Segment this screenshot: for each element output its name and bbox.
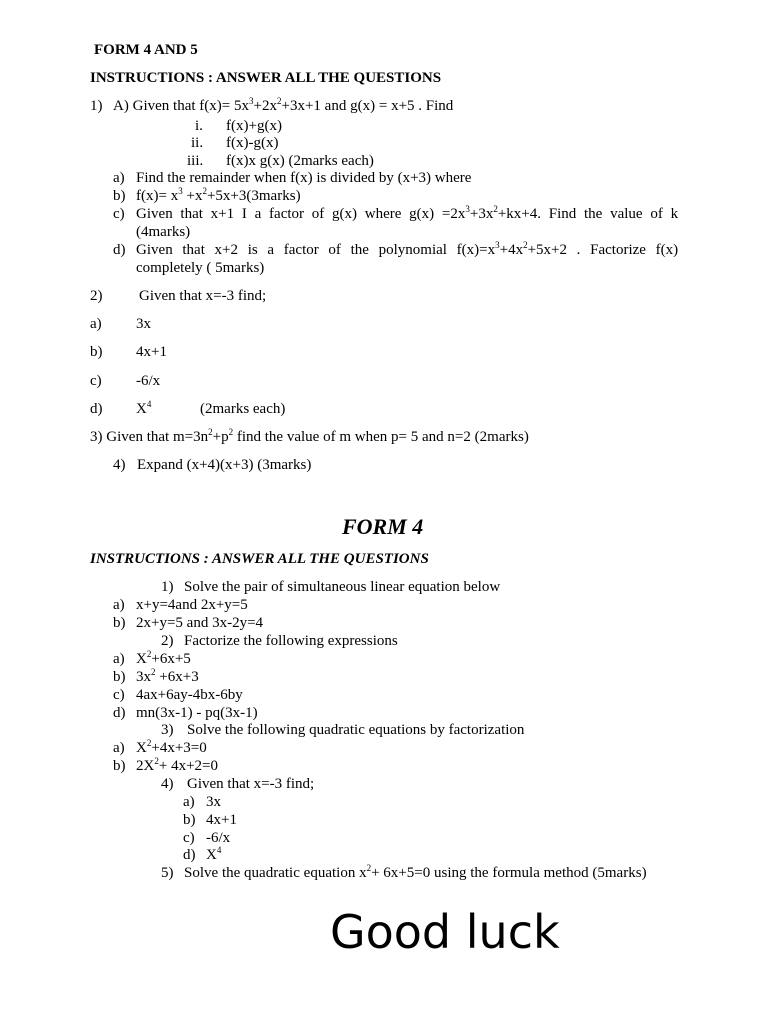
s1-number: 1) [161,579,174,595]
s3-text: Solve the following quadratic equations by factorization [187,722,525,738]
s4-text: Given that x=-3 find; [187,776,315,792]
q1d-marks: completely ( 5marks) [136,260,265,276]
q2a-text: 3x [136,316,151,332]
q2b-text: 4x+1 [136,344,167,360]
q1d-label: d) [113,242,126,258]
q1c-label: c) [113,206,125,222]
section-instructions: INSTRUCTIONS : ANSWER ALL THE QUESTIONS [90,551,429,567]
roman-iii: iii. [187,153,204,169]
q4-number: 4) [113,457,126,473]
s1b-label: b) [113,615,126,631]
q3-text: 3) Given that $m=3n^2+p^2$ find the value of m when p= 5 and n=2 (2marks) [90,427,529,445]
s3b-text: $2X^2+ 4x+2=0$ [136,756,218,774]
s3a-label: a) [113,740,125,756]
s4-number: 4) [161,776,174,792]
q1-stem: A) Given that $f(x)= 5x^3+2x^2+3x+1$ and g(x) = x+5 . Find [113,96,454,114]
s2b-label: b) [113,669,126,685]
roman-i-text: f(x)+g(x) [226,118,282,134]
s2a-label: a) [113,651,125,667]
s4c-label: c) [183,830,195,846]
s4b-text: 4x+1 [206,812,237,828]
s1a-label: a) [113,597,125,613]
q1-number: 1) [90,98,103,114]
section-title: FORM 4 [342,514,424,539]
good-luck-text: Good luck [330,905,560,959]
q1a-text: Find the remainder when f(x) is divided by (x+3) where [136,170,472,186]
s3b-label: b) [113,758,126,774]
q1c-marks: (4marks) [136,224,191,240]
roman-i: i. [195,118,203,134]
q2c-label: c) [90,373,102,389]
s2c-text: 4ax+6ay-4bx-6by [136,687,243,703]
s2d-text: mn(3x-1) - pq(3x-1) [136,705,258,721]
q2c-text: -6/x [136,373,161,389]
s2d-label: d) [113,705,126,721]
s4d-text: $X^4$ [206,845,222,863]
s5-text: Solve the quadratic equation $x^2+ 6x+5=0$ using the formula method (5marks) [184,863,647,881]
q2d-text: $X^4$ [136,399,152,417]
s5-number: 5) [161,865,174,881]
q1b-label: b) [113,188,126,204]
s3a-text: $X^2+4x+3=0$ [136,738,207,756]
q2-stem: Given that x=-3 find; [139,288,267,304]
doc-title: FORM 4 AND 5 [94,42,198,58]
s3-number: 3) [161,722,174,738]
s1-text: Solve the pair of simultaneous linear equation below [184,579,501,595]
s4c-text: -6/x [206,830,231,846]
instructions: INSTRUCTIONS : ANSWER ALL THE QUESTIONS [90,70,442,86]
roman-iii-text: f(x)x g(x) (2marks each) [226,153,374,169]
q2d-label: d) [90,401,103,417]
q2b-label: b) [90,344,103,360]
s2c-label: c) [113,687,125,703]
s1a-text: x+y=4and 2x+y=5 [136,597,248,613]
q1c-text: Given that x+1 I a factor of g(x) where $g(x) =2x^3+3x^2+kx+4$. Find the value of k [136,204,679,222]
s2-text: Factorize the following expressions [184,633,398,649]
s4b-label: b) [183,812,196,828]
s1b-text: 2x+y=5 and 3x-2y=4 [136,615,264,631]
roman-ii-text: f(x)-g(x) [226,135,279,151]
s2-number: 2) [161,633,174,649]
s2b-text: $3x^2 +6x+3$ [136,667,199,685]
q4-text: Expand (x+4)(x+3) (3marks) [137,457,312,473]
s4d-label: d) [183,847,196,863]
q1d-text: Given that x+2 is a factor of the polynomial $f(x)=x^3+4x^2+5x+2$ . Factorize f(x) [136,240,679,258]
s4a-label: a) [183,794,195,810]
s2a-text: $X^2+6x+5$ [136,649,191,667]
q2a-label: a) [90,316,102,332]
s4a-text: 3x [206,794,221,810]
q1b-text: $f(x)= x^3$ $+x^2+5x+3(3marks)$ [136,186,301,204]
roman-ii: ii. [191,135,204,151]
q2-marks: (2marks each) [200,401,286,417]
q1a-label: a) [113,170,125,186]
q2-number: 2) [90,288,103,304]
